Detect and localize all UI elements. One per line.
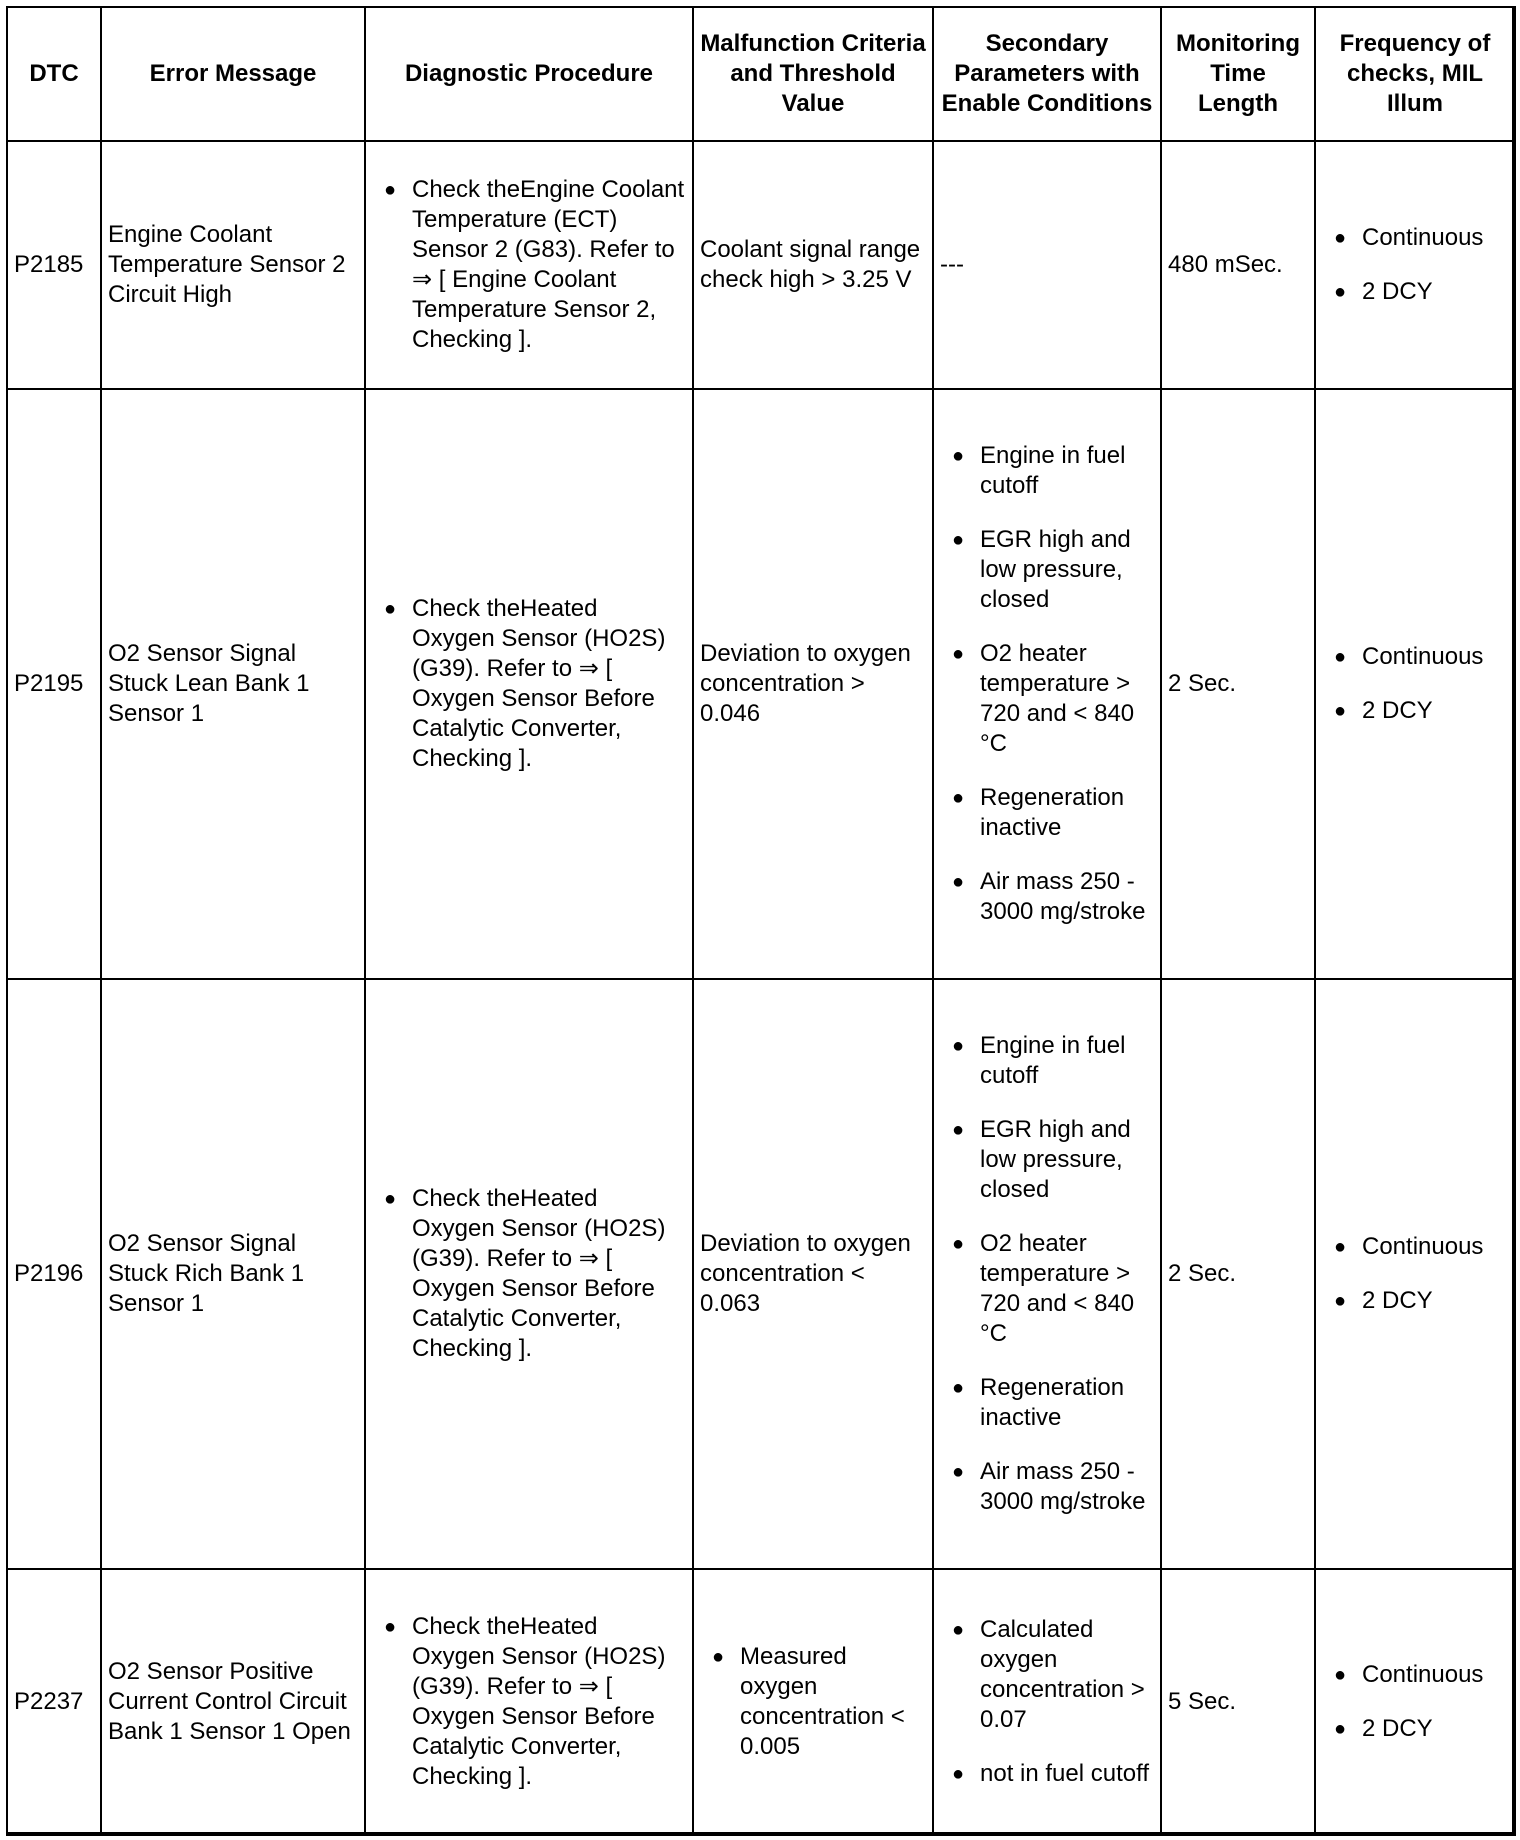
error-message: O2 Sensor Signal Stuck Rich Bank 1 Sensor 1: [101, 979, 365, 1569]
table-header-row: [7, 7, 1515, 141]
secondary-item: ● Air mass 250 - 3000 mg/stroke: [940, 867, 1154, 927]
error-message: O2 Sensor Positive Current Control Circuit Bank 1 Sensor 1 Open: [101, 1569, 365, 1835]
secondary-list: [940, 441, 1154, 927]
secondary-parameters: [933, 389, 1161, 979]
dtc-code: P2185: [7, 141, 101, 389]
error-message: Engine Coolant Temperature Sensor 2 Circuit High: [101, 141, 365, 389]
secondary-item: ● O2 heater temperature > 720 and < 840 °C: [940, 639, 1154, 759]
frequency-item: ● Continuous: [1322, 642, 1508, 672]
frequency: [1315, 1569, 1515, 1835]
secondary-item: ● EGR high and low pressure, closed: [940, 1115, 1154, 1205]
header-monitoring-time: Monitoring Time Length: [1161, 7, 1315, 141]
diagnostic-procedure: [365, 979, 693, 1569]
secondary-item: ● Regeneration inactive: [940, 1373, 1154, 1433]
dtc-code: P2237: [7, 1569, 101, 1835]
frequency-item: ● 2 DCY: [1322, 1286, 1508, 1316]
secondary-item: ● Regeneration inactive: [940, 783, 1154, 843]
secondary-list: [940, 1615, 1154, 1789]
secondary-parameters: ---: [933, 141, 1161, 389]
procedure-list: [372, 1184, 686, 1364]
malfunction-criteria: Coolant signal range check high > 3.25 V: [693, 141, 933, 389]
criteria-item: ● Measured oxygen concentration < 0.005: [700, 1642, 926, 1762]
secondary-item: ● Air mass 250 - 3000 mg/stroke: [940, 1457, 1154, 1517]
monitoring-time: 2 Sec.: [1161, 389, 1315, 979]
monitoring-time: 5 Sec.: [1161, 1569, 1315, 1835]
procedure-item: ● Check theEngine Coolant Temperature (ECT) Sensor 2 (G83). Refer to ⇒ [ Engine Coolant Temperature Sensor 2, Checking ].: [372, 175, 686, 355]
procedure-list: [372, 175, 686, 355]
frequency-list: [1322, 1660, 1508, 1744]
monitoring-time: 2 Sec.: [1161, 979, 1315, 1569]
procedure-item: ● Check theHeated Oxygen Sensor (HO2S) (G39). Refer to ⇒ [ Oxygen Sensor Before Catalytic Converter, Checking ].: [372, 1612, 686, 1792]
monitoring-time: 480 mSec.: [1161, 141, 1315, 389]
header-diagnostic-procedure: Diagnostic Procedure: [365, 7, 693, 141]
frequency-item: ● Continuous: [1322, 223, 1508, 253]
secondary-item: ● Calculated oxygen concentration > 0.07: [940, 1615, 1154, 1735]
frequency: [1315, 389, 1515, 979]
dtc-code: P2196: [7, 979, 101, 1569]
document-page: [6, 6, 1514, 1834]
diagnostic-procedure: [365, 141, 693, 389]
table-row: [7, 1569, 1515, 1835]
frequency: [1315, 141, 1515, 389]
table-row: [7, 979, 1515, 1569]
header-frequency: Frequency of checks, MIL Illum: [1315, 7, 1515, 141]
malfunction-criteria: [693, 1569, 933, 1835]
header-secondary-parameters: Secondary Parameters with Enable Conditions: [933, 7, 1161, 141]
header-dtc: DTC: [7, 7, 101, 141]
secondary-item: ● Engine in fuel cutoff: [940, 441, 1154, 501]
frequency-item: ● Continuous: [1322, 1232, 1508, 1262]
frequency-item: ● 2 DCY: [1322, 696, 1508, 726]
frequency-list: [1322, 223, 1508, 307]
secondary-item: ● not in fuel cutoff: [940, 1759, 1154, 1789]
malfunction-criteria: Deviation to oxygen concentration < 0.063: [693, 979, 933, 1569]
secondary-item: ● O2 heater temperature > 720 and < 840 °C: [940, 1229, 1154, 1349]
dtc-table: [6, 6, 1516, 1836]
malfunction-criteria: Deviation to oxygen concentration > 0.046: [693, 389, 933, 979]
criteria-list: [700, 1642, 926, 1762]
header-error-message: Error Message: [101, 7, 365, 141]
dtc-code: P2195: [7, 389, 101, 979]
procedure-list: [372, 1612, 686, 1792]
table-row: [7, 141, 1515, 389]
frequency: [1315, 979, 1515, 1569]
header-malfunction-criteria: Malfunction Criteria and Threshold Value: [693, 7, 933, 141]
frequency-list: [1322, 642, 1508, 726]
table-row: [7, 389, 1515, 979]
diagnostic-procedure: [365, 389, 693, 979]
frequency-item: ● 2 DCY: [1322, 1714, 1508, 1744]
secondary-list: [940, 1031, 1154, 1517]
secondary-parameters: [933, 1569, 1161, 1835]
error-message: O2 Sensor Signal Stuck Lean Bank 1 Sensor 1: [101, 389, 365, 979]
procedure-list: [372, 594, 686, 774]
frequency-item: ● 2 DCY: [1322, 277, 1508, 307]
procedure-item: ● Check theHeated Oxygen Sensor (HO2S) (G39). Refer to ⇒ [ Oxygen Sensor Before Catalytic Converter, Checking ].: [372, 594, 686, 774]
diagnostic-procedure: [365, 1569, 693, 1835]
procedure-item: ● Check theHeated Oxygen Sensor (HO2S) (G39). Refer to ⇒ [ Oxygen Sensor Before Catalytic Converter, Checking ].: [372, 1184, 686, 1364]
frequency-item: ● Continuous: [1322, 1660, 1508, 1690]
secondary-item: ● Engine in fuel cutoff: [940, 1031, 1154, 1091]
frequency-list: [1322, 1232, 1508, 1316]
secondary-parameters: [933, 979, 1161, 1569]
secondary-item: ● EGR high and low pressure, closed: [940, 525, 1154, 615]
